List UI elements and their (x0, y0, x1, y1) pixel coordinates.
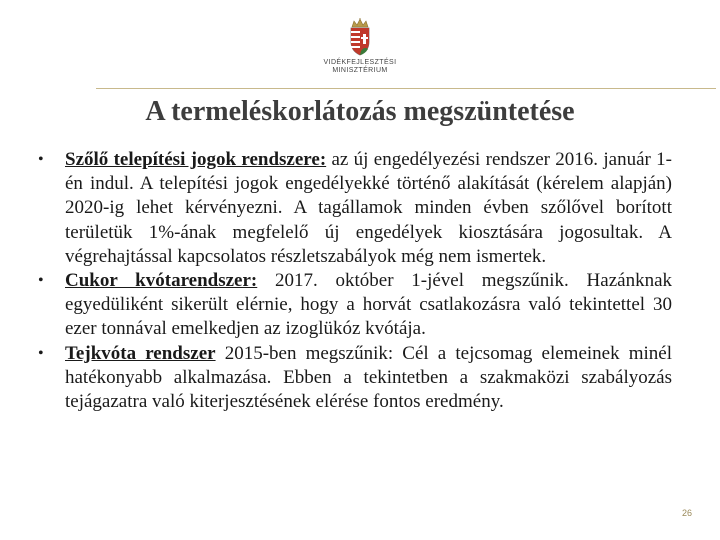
bullet-text: 2015-ben megszűnik: Cél a tejcsomag elemeinek minél hatékonyabb alkalmazása. Ebben a tekintetben a szakmaközi szabályozás tejágazatra való kiterjesztésének elérése fontos eredmény. (65, 342, 672, 413)
hungarian-coat-of-arms-icon (347, 18, 373, 56)
bullet-dot-icon: • (38, 344, 44, 362)
bullet-dot-icon: • (38, 151, 44, 168)
bullet-dot-icon: • (38, 272, 44, 290)
bullet-term: Cukor kvótarendszer: (65, 270, 258, 292)
bullet-item (36, 148, 672, 269)
ministry-logo (318, 18, 402, 75)
bullet-term: Tejkvóta rendszer (65, 342, 216, 364)
ministry-name (324, 59, 397, 75)
bullet-list (36, 148, 672, 414)
ministry-name-line1: VIDÉKFEJLESZTÉSI (323, 59, 397, 66)
header-divider (96, 88, 716, 89)
slide-title: A termeléskorlátozás megszüntetése (145, 96, 575, 127)
bullet-text: 2017. október 1-jével megszűnik. Hazánknak egyedüliként sikerült elérnie, hogy a horvát csatlakozásra való tekintettel 30 ezer tonnával emelkedjen az izoglükóz kvótája. (65, 270, 672, 340)
bullet-item (36, 342, 672, 415)
page-number: 26 (681, 508, 692, 518)
ministry-name-line2: MINISZTÉRIUM (332, 67, 388, 74)
bullet-text: az új engedélyezési rendszer 2016. január 1-én indul. A telepítési jogok engedélyekké történő alakítását (kérelem alapján) 2020-ig lehet kérvényezni. A tagállamok minden évben szőlővel borított területük 1%-ának megfelelő új engedélyek kiosztására jogosultak. A végrehajtással kapcsolatos részletszabályok még nem ismertek. (65, 149, 672, 267)
bullet-term: Szőlő telepítési jogok rendszere: (65, 149, 327, 170)
bullet-item (36, 269, 672, 342)
